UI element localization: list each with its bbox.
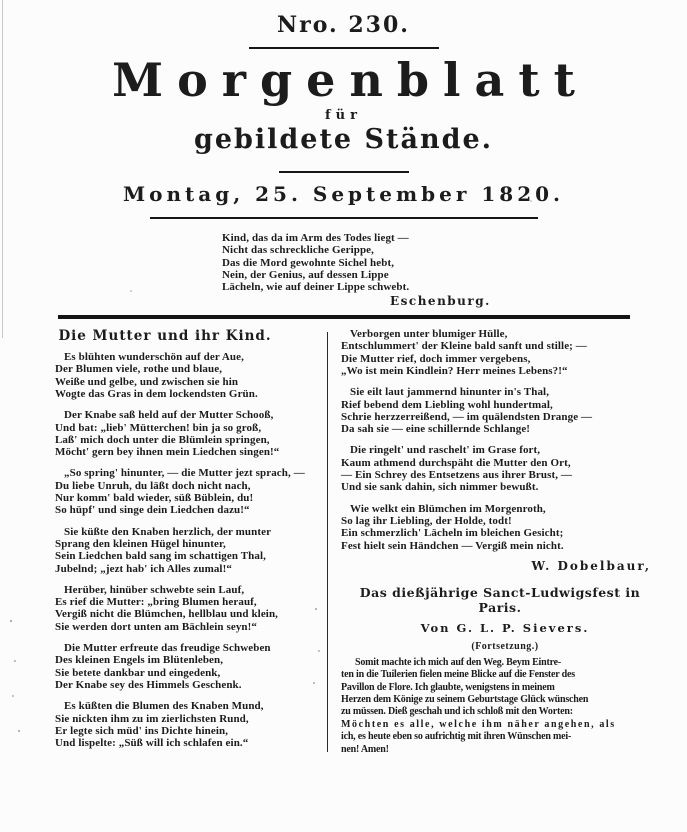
poem-title: Die Mutter und ihr Kind. [58,328,272,345]
text-line: Der Knabe saß held auf der Mutter Schooß, [64,409,274,422]
poem-stanza [341,503,669,552]
text-line: Sie küßte den Knaben herzlich, der munter [64,525,272,538]
poem-stanza [55,467,327,516]
text-line: Pavillon de Flore. Ich glaubte, wenigstens in meinem [341,681,555,693]
text-line: Es rief die Mutter: „bring Blumen herauf, [55,596,257,609]
text-line: Herzen dem Könige zu seinem Geburtstage Glück wünschen [341,694,589,706]
text-line: Herüber, hinüber schwebte sein Lauf, [64,583,245,596]
poem-attribution: W. Dobelbaur, [531,558,651,573]
text-line: So hüpf' und singe dein Liedchen dazu!“ [55,504,250,517]
text-line: Der Knabe sey des Himmels Geschenk. [55,678,242,691]
text-line: Des kleinen Engels im Blütenleben, [55,654,224,667]
text-line: Da sah sie — eine schillernde Schlange! [341,423,531,436]
text-line: Die Mutter rief, doch immer vergebens, [341,352,531,365]
poem-stanza [55,642,327,691]
text-line: Sie werden dort unten am Bächlein seyn!“ [55,620,257,633]
two-column-body [0,319,687,758]
poem-stanza [55,526,327,575]
text-line: Nein, der Genius, auf dessen Lippe [222,268,389,281]
text-line: Es blühten wunderschön auf der Aue, [64,351,244,364]
poem-stanza [55,351,327,400]
text-line: Die ringelt' und raschelt' im Grase fort, [350,444,541,457]
text-line: Der Blumen viele, rothe und blaue, [55,363,223,376]
text-line: Vergiß nicht die Blümchen, hellblau und klein, [55,608,279,621]
masthead [0,0,687,219]
text-line: Sie betete dankbar und eingedenk, [55,666,221,679]
article-byline: Von G. L. P. Sievers. [420,620,590,635]
poem-left-stanzas [55,351,327,749]
paper-subtitle: gebildete Stände. [193,124,494,155]
text-line: Jubelnd; „jezt hab' ich Alles zumal!“ [55,562,232,575]
epigraph-lines [222,232,687,293]
text-line: Und sie sank dahin, sich nimmer bewußt. [341,481,539,494]
text-line: Kind, das da im Arm des Todes liegt — [222,232,409,244]
text-line: Sie eilt laut jammernd hinunter in's Thal, [350,386,550,399]
issue-date: Montag, 25. September 1820. [123,182,564,206]
poem-stanza [55,584,327,633]
date-rule-top [279,171,409,173]
scan-noise-speckles [10,620,12,622]
text-line: Verborgen unter blumiger Hülle, [350,328,508,341]
text-line: ten in die Tuilerien fielen meine Blicke auf die Fenster des [341,669,575,681]
text-line: Rief bebend dem Liebling wohl hundertmal, [341,398,553,411]
text-line: Möcht' gern bey ihnen mein Liedchen singen!“ [55,446,280,459]
article-paragraph [341,657,669,756]
text-line: Wogte das Gras in dem lockendsten Grün. [55,387,258,400]
text-line: Wie welkt ein Blümchen im Morgenroth, [350,502,546,515]
text-line: Ein schmerzlich' Lächeln im bleichen Gesicht; [341,527,564,540]
epigraph [222,232,687,308]
poem-stanza [341,386,669,435]
poem-stanza [55,700,327,749]
issue-number: Nro. 230. [277,12,410,38]
right-column [328,328,669,756]
poem-stanza [341,444,669,493]
text-line: Das die Mord gewohnte Sichel hebt, [222,256,395,269]
poem-right-stanzas [341,328,669,552]
article-continuation-note: (Fortsetzung.) [471,640,539,652]
text-line: Sie nickten ihm zu im zierlichsten Rund, [55,712,249,725]
text-line: Schrie herzzerreißend, — im quälendsten Drange — [341,410,593,423]
article-saint-ludwigsfest [341,585,669,756]
text-line: Du liebe Unruh, du läßt doch nicht nach, [55,479,251,492]
text-line: Laß' mich doch unter die Blümlein springen, [55,433,270,446]
text-line: Nur komm' bald wieder, süß Büblein, du! [55,492,254,505]
poem-stanza [55,409,327,458]
text-line: Weiße und gelbe, und zwischen sie hin [55,375,239,388]
article-title: Das dießjährige Sanct-Ludwigsfest in Paris. [359,584,641,615]
text-line: Fest hielt sein Händchen — Vergiß mein nicht. [341,539,564,552]
text-line: Nicht das schreckliche Gerippe, [222,244,374,257]
text-line: Sein Liedchen bald sang im schattigen Thal, [55,550,267,563]
text-line: „So spring' hinunter, — die Mutter jezt sprach, — [64,467,305,480]
text-line: Somit machte ich mich auf den Weg. Beym Eintre- [355,656,562,668]
text-line: Und lispelte: „Süß will ich schlafen ein.“ [55,737,249,750]
text-line: nen! Amen! [341,743,389,755]
text-line: Die Mutter erfreute das freudige Schweben [64,642,271,655]
text-line: „Wo ist mein Kindlein? Herr meines Lebens?!“ [341,364,568,377]
text-line: Kaum athmend durchspäht die Mutter den Ort, [341,456,571,469]
paper-title: Morgenblatt [112,53,589,107]
text-line: So lag ihr Liebling, der Holde, todt! [341,514,512,527]
text-line: — Ein Schrey des Entsetzens aus ihrer Brust, — [341,469,573,482]
text-line: Es küßten die Blumen des Knaben Mund, [64,700,264,713]
text-line: Er legte sich müd' ins Dichte hinein, [55,724,229,737]
masthead-rule-top [249,47,439,49]
text-line: Sprang den kleinen Hügel hinunter, [55,537,226,550]
date-rule-bottom [150,217,538,219]
text-line: Entschlummert' der Kleine bald sanft und stille; — [341,340,587,353]
left-column [55,328,327,758]
text-line: zu müssen. Dieß geschah und ich schloß mit den Worten: [341,706,573,718]
text-line: Und bat: „lieb' Mütterchen! bin ja so groß, [55,421,262,434]
text-line: ich, es heute eben so aufrichtig mit ihren Wünschen mei- [341,731,572,743]
paper-title-connector: für [325,108,362,123]
epigraph-attribution: Eschenburg. [390,294,491,309]
text-line: Lächeln, wie auf deiner Lippe schwebt. [222,281,410,294]
poem-stanza [341,328,669,377]
text-line: Möchten es alle, welche ihm näher angehen, als [341,718,616,730]
